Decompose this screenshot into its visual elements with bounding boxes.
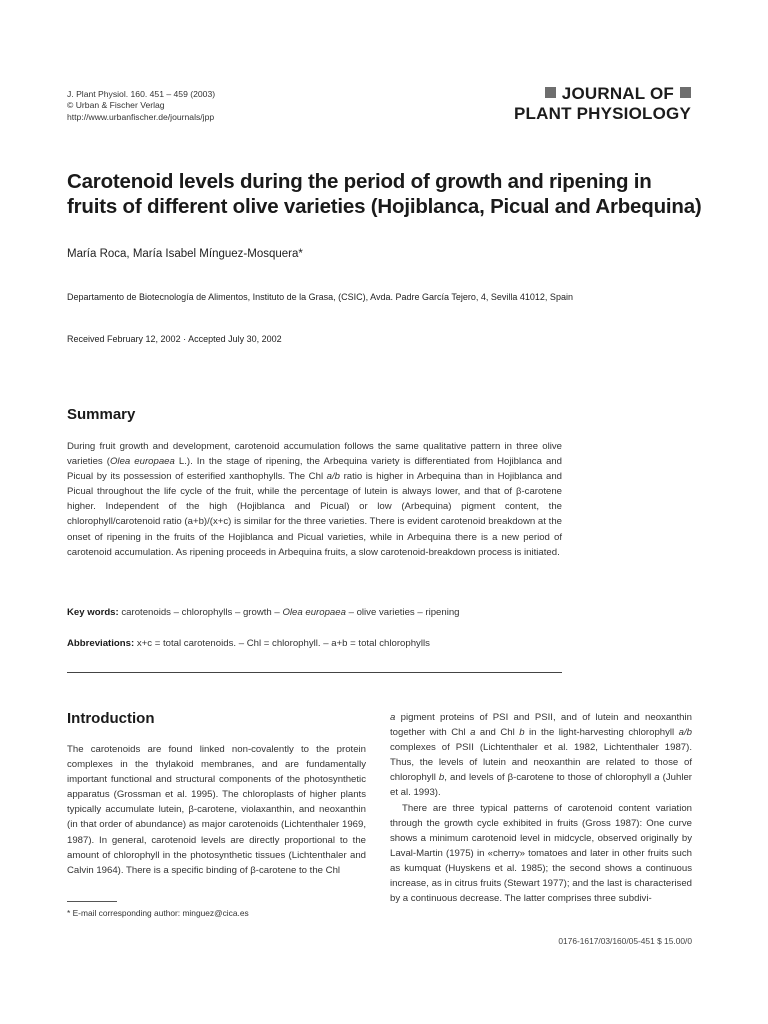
section-divider [67,672,562,673]
journal-logo [514,84,691,124]
article-title: Carotenoid levels during the period of growth and ripening in fruits of different olive varieties (Hojiblanca, Picual and Arbequina) [67,170,702,218]
abbreviations-label: Abbreviations: [67,638,135,649]
keywords-label: Key words: [67,607,119,618]
abbreviations: Abbreviations: x+c = total carotenoids. – Chl = chlorophyll. – a+b = total chlorophylls [67,638,430,649]
citation-block [67,89,215,123]
square-icon [680,87,691,98]
summary-text: During fruit growth and development, carotenoid accumulation follows the same qualitative pattern in three olive varieties (Olea europaea L.). In the stage of ripening, the Arbequina variety is differentiated from Hojiblanca and Picual by its possession of esterified xanthophylls. The Chl a/b ratio is higher in Arbequina than in Hojiblanca and Picual throughout the life cycle of the fruit, while the percentage of lutein is always lower, and that of β-carotene higher. Independent of the high (Hojiblanca and Picual) or low (Arbequina) pigment content, the chlorophyll/carotenoid ratio (a+b)/(x+c) is similar for the three varieties. There is evident carotenoid breakdown at the onset of ripening in the fruits of the Hojiblanca and Picual varieties, while in Arbequina there is a new period of carotenoid accumulation. As ripening proceeds in Arbequina fruits, a slow carotenoid-breakdown process is initiated. [67,441,562,558]
intro-column-1 [67,742,366,878]
affiliation: Departamento de Biotecnología de Alimentos, Instituto de la Grasa, (CSIC), Avda. Padre García Tejero, 4, Sevilla 41012, Spain [67,292,573,302]
square-icon [545,87,556,98]
intro-paragraph-continued: a pigment proteins of PSI and PSII, and of lutein and neoxanthin together with Chl a and Chl b in the light-harvesting chlorophyll a/b complexes of PSII (Lichtenthaler et al. 1982, Lichtenthaler 1987). Thus, the levels of lutein and neoxanthin are related to those of chlorophyll b, and levels of β-carotene to those of chlorophyll a (Juhler et al. 1993). [390,712,692,799]
article-code: 0176-1617/03/160/05-451 $ 15.00/0 [558,936,692,946]
intro-paragraph: The carotenoids are found linked non-covalently to the protein complexes in the thylakoid membranes, and are fundamentally important functional and structural components of the photosynthetic apparatus (Grossman et al. 1995). The chloroplasts of higher plants typically accumulate lutein, β-carotene, violaxanthin, and neoxanthin (in that order of abundance) as major carotenoids (Lichtenthaler 1969, 1987). In general, carotenoid levels are directly proportional to the amount of chlorophyll in the photosynthetic tissues (Lichtenthaler and Calvin 1964). There is a specific binding of β-carotene to the Chl [67,744,366,876]
received-dates: Received February 12, 2002 · Accepted July 30, 2002 [67,334,282,344]
authors: María Roca, María Isabel Mínguez-Mosquera* [67,248,303,260]
journal-url[interactable]: http://www.urbanfischer.de/journals/jpp [67,111,215,122]
intro-paragraph-2: There are three typical patterns of carotenoid content variation through the growth cycle exhibited in fruits (Gross 1987): One curve shows a minimum carotenoid level in midcycle, observed originally by Laval-Martin (1975) in «cherry» tomatoes and later in other fruits such as kumquat (Huyskens et al. 1985); the second shows a continuous increase, as in citrus fruits (Stewart 1977); and the last is characterised by a continuous decrease. The latter comprises three subdivi- [390,802,692,905]
summary-heading: Summary [67,406,136,423]
journal-name-line2: PLANT PHYSIOLOGY [514,104,691,123]
intro-column-2 [390,710,692,906]
journal-name-line1: JOURNAL OF [561,84,674,103]
publisher: © Urban & Fischer Verlag [67,100,165,111]
keywords: Key words: carotenoids – chlorophylls – growth – Olea europaea – olive varieties – ripening [67,607,460,618]
citation: J. Plant Physiol. 160. 451 – 459 (2003) [67,89,216,99]
footnote-rule [67,901,117,902]
footnote: * E-mail corresponding author: minguez@cica.es [67,908,249,918]
introduction-heading: Introduction [67,710,155,727]
